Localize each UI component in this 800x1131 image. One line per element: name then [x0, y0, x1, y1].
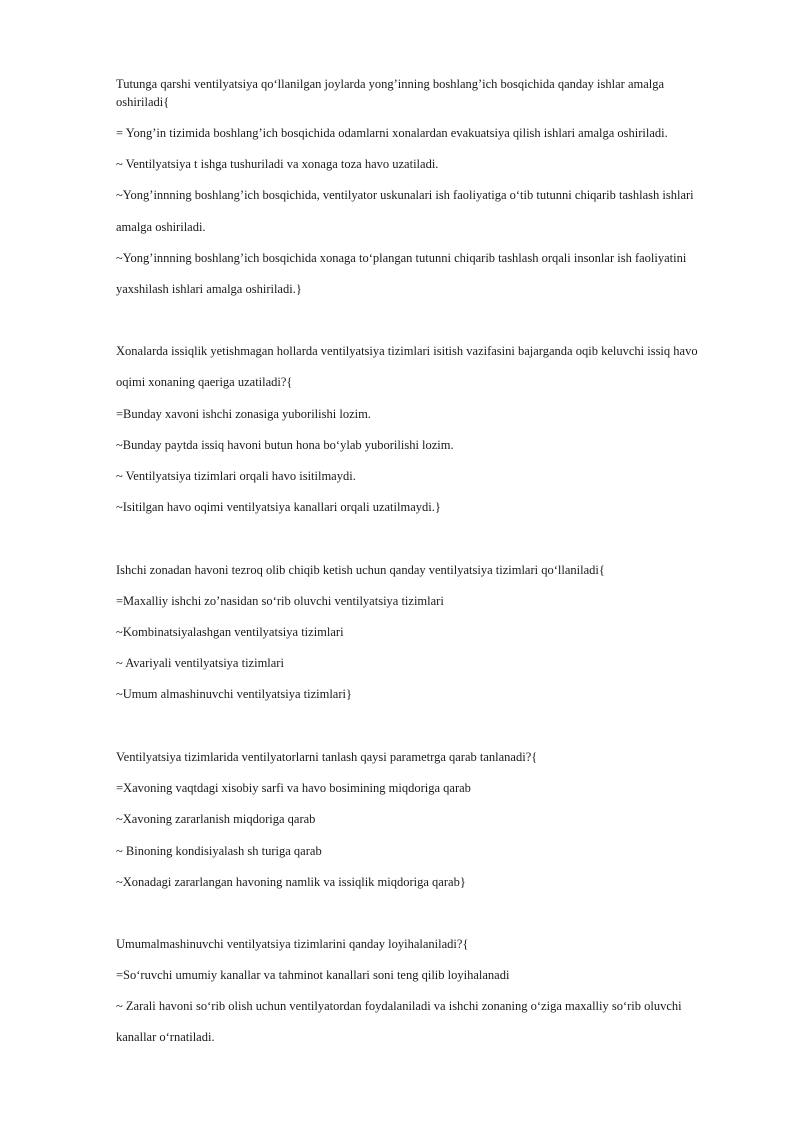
answer-option: ~Isitilgan havo oqimi ventilyatsiya kanallari orqali uzatilmaydi.}: [116, 500, 441, 514]
answer-option: ~ Avariyali ventilyatsiya tizimlari: [116, 656, 284, 670]
answer-option: = Yong’in tizimida boshlang’ich bosqichida odamlarni xonalardan evakuatsiya qilish ishlari amalga oshiriladi.: [116, 126, 668, 140]
answer-option: ~Umum almashinuvchi ventilyatsiya tizimlari}: [116, 687, 352, 701]
answer-option: =Maxalliy ishchi zo’nasidan so‘rib oluvchi ventilyatsiya tizimlari: [116, 594, 444, 608]
question-stem: Umumalmashinuvchi ventilyatsiya tizimlarini qanday loyihalaniladi?{: [116, 937, 469, 951]
answer-option: ~Kombinatsiyalashgan ventilyatsiya tizimlari: [116, 625, 344, 639]
answer-option-continued: kanallar o‘rnatiladi.: [116, 1030, 215, 1044]
answer-option: ~ Ventilyatsiya t ishga tushuriladi va xonaga toza havo uzatiladi.: [116, 157, 439, 171]
question-stem: Xonalarda issiqlik yetishmagan hollarda ventilyatsiya tizimlari isitish vazifasini bajarganda oqib keluvchi issiq havo: [116, 344, 698, 358]
answer-option: ~Bunday paytda issiq havoni butun hona bo‘ylab yuborilishi lozim.: [116, 438, 454, 452]
question-stem: Ventilyatsiya tizimlarida ventilyatorlarni tanlash qaysi parametrga qarab tanlanadi?{: [116, 750, 538, 764]
question-stem-continued: oqimi xonaning qaeriga uzatiladi?{: [116, 375, 293, 389]
question-stem-continued: oshiriladi{: [116, 95, 170, 109]
answer-option: ~ Ventilyatsiya tizimlari orqali havo isitilmaydi.: [116, 469, 356, 483]
question-stem: Ishchi zonadan havoni tezroq olib chiqib ketish uchun qanday ventilyatsiya tizimlari qo‘llaniladi{: [116, 563, 605, 577]
answer-option: =Bunday xavoni ishchi zonasiga yuborilishi lozim.: [116, 407, 371, 421]
answer-option: ~ Binoning kondisiyalash sh turiga qarab: [116, 844, 322, 858]
question-stem: Tutunga qarshi ventilyatsiya qo‘llanilgan joylarda yong’inning boshlang’ich bosqichida qanday ishlar amalga: [116, 77, 665, 91]
answer-option: ~Xavoning zararlanish miqdoriga qarab: [116, 812, 316, 826]
answer-option-continued: yaxshilash ishlari amalga oshiriladi.}: [116, 282, 302, 296]
answer-option-continued: amalga oshiriladi.: [116, 220, 206, 234]
answer-option: ~Yong’innning boshlang’ich bosqichida xonaga to‘plangan tutunni chiqarib tashlash orqali insonlar ish faoliyatini: [116, 251, 687, 265]
answer-option: ~ Zarali havoni so‘rib olish uchun ventilyatordan foydalaniladi va ishchi zonaning o‘ziga maxalliy so‘rib oluvchi: [116, 999, 682, 1013]
answer-option: =So‘ruvchi umumiy kanallar va tahminot kanallari soni teng qilib loyihalanadi: [116, 968, 510, 982]
answer-option: =Xavoning vaqtdagi xisobiy sarfi va havo bosimining miqdoriga qarab: [116, 781, 471, 795]
answer-option: ~Yong’innning boshlang’ich bosqichida, ventilyator uskunalari ish faoliyatiga o‘tib tutunni chiqarib tashlash ishlari: [116, 188, 694, 202]
answer-option: ~Xonadagi zararlangan havoning namlik va issiqlik miqdoriga qarab}: [116, 875, 466, 889]
